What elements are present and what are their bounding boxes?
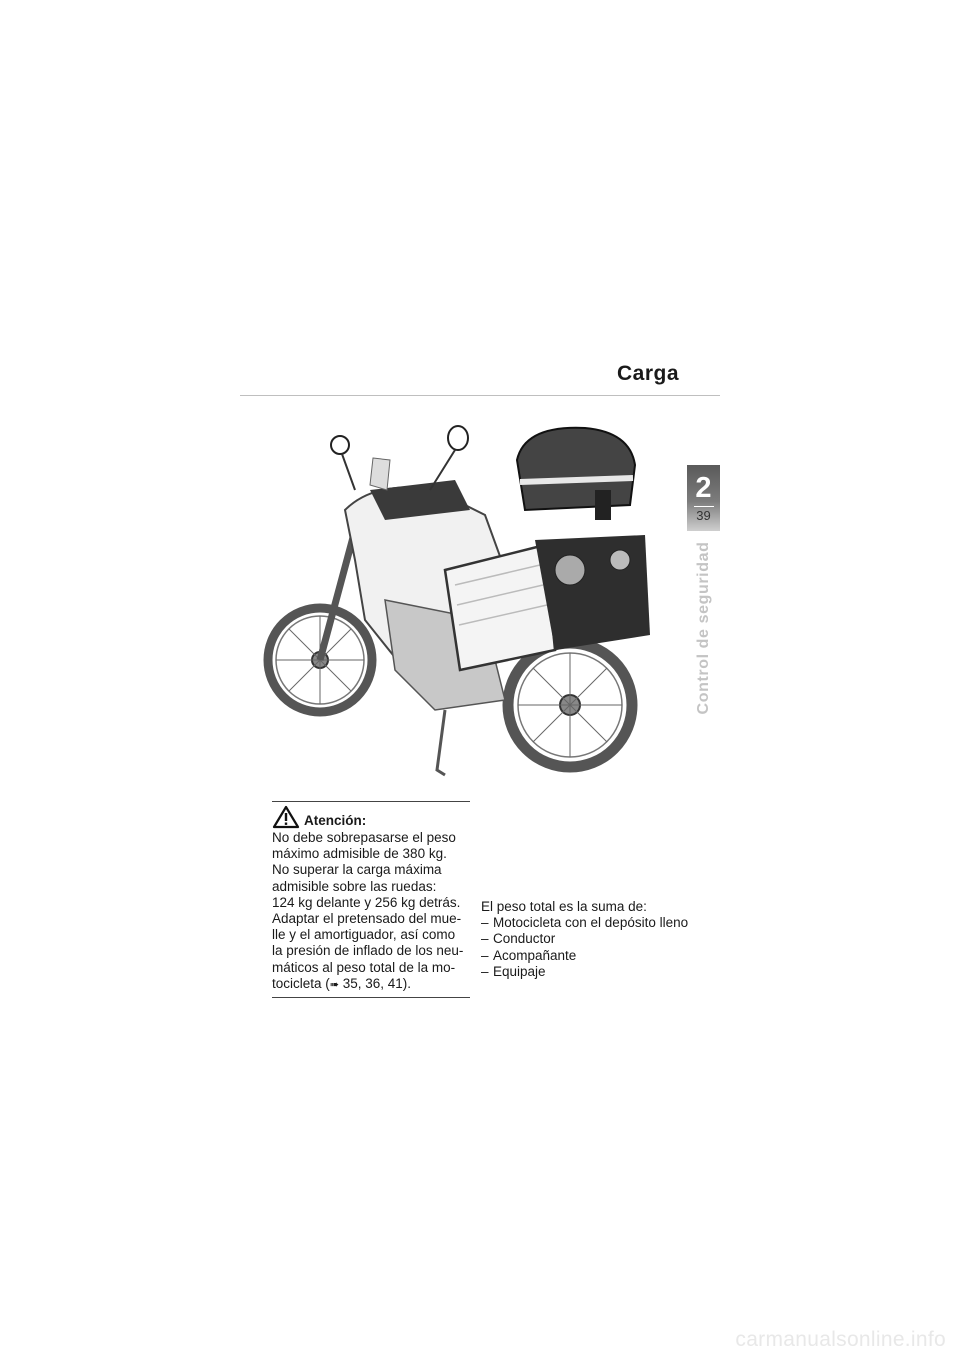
chapter-number: 2 (695, 472, 712, 504)
page-references: 35, 36, 41). (339, 975, 412, 991)
list-item: – Motocicleta con el depósito lleno (481, 915, 691, 931)
watermark: carmanualsonline.info (735, 1328, 946, 1351)
list-item: – Conductor (481, 931, 691, 947)
warning-triangle-icon (272, 805, 300, 829)
section-label: Control de seguridad (695, 541, 712, 715)
warning-body: No debe sobrepasarse el peso máximo admisible de 380 kg. No superar la carga máxima admisible sobre las ruedas: 124 kg delante y 256 kg detrás. Adaptar el pretensado del mue- lle y el amortiguador, así como la presión de inflado de los neu- máticos al peso total de la mo- tocicleta ( (272, 830, 464, 991)
weight-components-list (481, 915, 691, 980)
title-divider (240, 395, 720, 396)
list-item: – Equipaje (481, 964, 691, 980)
list-item: – Acompañante (481, 948, 691, 964)
page-title: Carga (616, 362, 679, 385)
warning-header (272, 805, 470, 829)
chapter-divider (694, 506, 714, 507)
warning-title: Atención: (304, 813, 367, 828)
motorcycle-illustration (255, 420, 665, 790)
arrow-icon: ➠ (329, 978, 339, 991)
total-weight-intro: El peso total es la suma de: (481, 899, 647, 914)
warning-text (272, 830, 470, 993)
warning-box (272, 801, 470, 998)
page-number: 39 (696, 508, 711, 523)
total-weight-section (481, 899, 691, 980)
chapter-tab (687, 465, 720, 531)
